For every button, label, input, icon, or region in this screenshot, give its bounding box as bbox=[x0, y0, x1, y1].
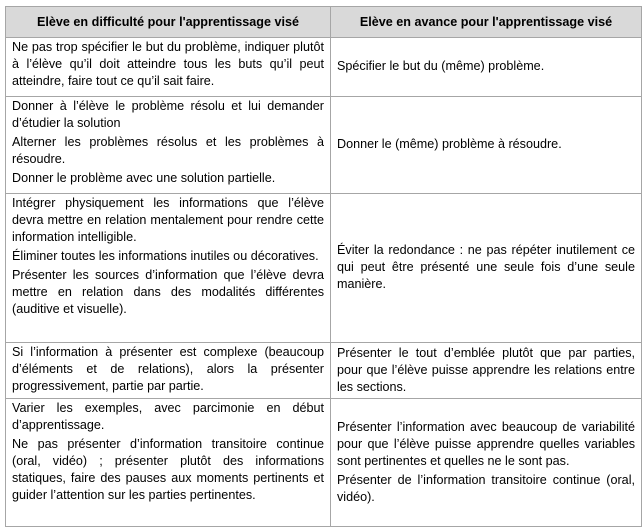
table-row bbox=[6, 343, 642, 399]
cell-text: Présenter l’information avec beaucoup de variabilité pour que l’élève puisse apprendre quelles variables sont pertinentes et quelles ne le sont pas. bbox=[337, 419, 635, 468]
cell-text: Ne pas présenter d’information transitoire continue (oral, vidéo) ; présenter plutôt des informations statiques, faire des pauses aux moments pertinents et guider l’attention sur les parties pertinentes. bbox=[12, 437, 324, 502]
table-row bbox=[6, 97, 642, 194]
table-row bbox=[6, 38, 642, 97]
cell-struggling bbox=[6, 194, 331, 343]
table-row bbox=[6, 399, 642, 527]
table-header-row bbox=[6, 7, 642, 38]
cell-text: Éliminer toutes les informations inutiles ou décoratives. bbox=[12, 249, 319, 263]
cell-struggling bbox=[6, 97, 331, 194]
cell-advanced bbox=[331, 97, 642, 194]
cell-text: Ne pas trop spécifier le but du problème, indiquer plutôt à l’élève qu’il doit atteindre tous les buts qu’il peut atteindre, faire tout ce qu’il sait faire. bbox=[12, 40, 324, 88]
cell-text: Varier les exemples, avec parcimonie en début d’apprentissage. bbox=[12, 401, 324, 432]
header-struggling-learner: Elève en difficulté pour l'apprentissage visé bbox=[6, 7, 331, 38]
comparison-table-container bbox=[5, 6, 641, 527]
cell-advanced bbox=[331, 343, 642, 399]
cell-text: Présenter le tout d’emblée plutôt que par parties, pour que l’élève puisse apprendre les relations entre les sections. bbox=[337, 345, 635, 394]
cell-text: Si l’information à présenter est complexe (beaucoup d’éléments et de relations), alors la présenter progressivement, partie par partie. bbox=[12, 345, 324, 393]
cell-text: Alterner les problèmes résolus et les problèmes à résoudre. bbox=[12, 135, 324, 166]
cell-text: Intégrer physiquement les informations que l’élève devra mettre en relation mentalement pour rendre cette information intelligible. bbox=[12, 196, 324, 244]
header-advanced-learner: Elève en avance pour l'apprentissage visé bbox=[331, 7, 642, 38]
cell-struggling bbox=[6, 38, 331, 97]
cell-text: Spécifier le but du (même) problème. bbox=[337, 59, 545, 73]
cell-text: Donner à l’élève le problème résolu et lui demander d’étudier la solution bbox=[12, 99, 324, 130]
cell-advanced bbox=[331, 194, 642, 343]
cell-text: Éviter la redondance : ne pas répéter inutilement ce qui peut être présenté une seule fois d’une seule manière. bbox=[337, 243, 635, 291]
cell-struggling bbox=[6, 343, 331, 399]
cell-advanced bbox=[331, 399, 642, 527]
cell-text: Présenter de l’information transitoire continue (oral, vidéo). bbox=[337, 472, 635, 504]
comparison-table bbox=[5, 6, 642, 527]
cell-struggling bbox=[6, 399, 331, 527]
cell-text: Présenter les sources d’information que l’élève devra mettre en relation dans des modalités différentes (auditive et visuelle). bbox=[12, 268, 324, 316]
cell-text: Donner le (même) problème à résoudre. bbox=[337, 137, 562, 151]
cell-text: Donner le problème avec une solution partielle. bbox=[12, 171, 276, 185]
cell-advanced bbox=[331, 38, 642, 97]
table-row bbox=[6, 194, 642, 343]
